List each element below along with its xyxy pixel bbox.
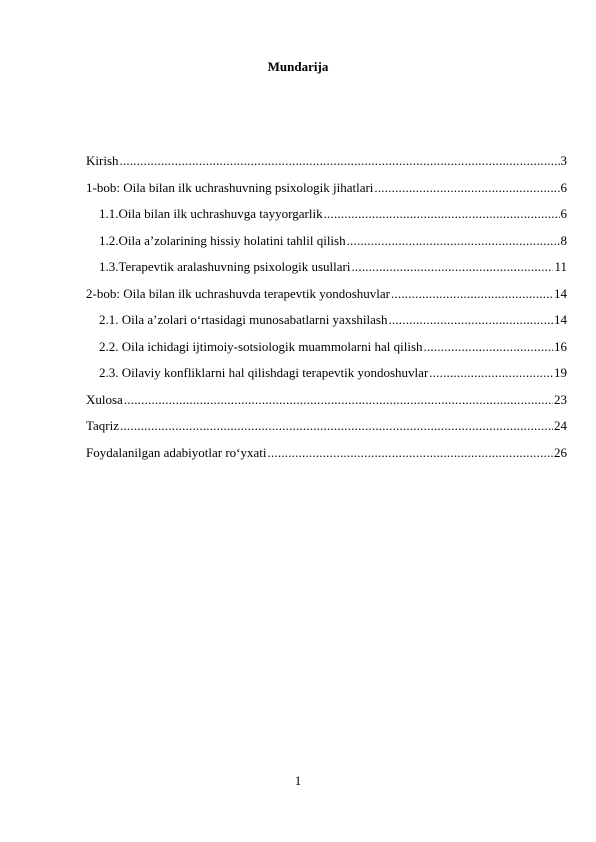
- toc-entry-page: 6: [560, 206, 567, 221]
- toc-entry-page: 24: [554, 418, 567, 433]
- page-number: 1: [294, 773, 302, 788]
- toc-entry-number: 1.3.: [99, 259, 119, 274]
- toc-entry-number: 1.2.: [99, 232, 119, 248]
- toc-entry: [86, 338, 567, 365]
- toc-entry-label: Oila a’zolarining hissiy holatini tahlil qilish: [118, 232, 346, 248]
- toc-leader-dots: [120, 152, 560, 170]
- toc-entry-page: 19: [554, 365, 567, 380]
- toc-leader-dots: [391, 285, 553, 303]
- toc-entry-label: 2.1. Oila a’zolari oʻrtasidagi munosabatlarni yaxshilash: [99, 312, 388, 327]
- toc-entry: [86, 258, 567, 285]
- toc-entry-page: 3: [560, 153, 567, 168]
- toc-entry-page: 16: [554, 338, 567, 354]
- toc-leader-dots: [347, 232, 560, 250]
- toc-leader-dots: [268, 444, 553, 462]
- toc-entry: [86, 364, 567, 391]
- table-of-contents: [86, 152, 567, 470]
- toc-leader-dots: [374, 179, 559, 197]
- toc-entry-page: 6: [560, 179, 567, 195]
- toc-entry-page: 14: [554, 285, 567, 301]
- toc-entry-label: Kirish: [86, 153, 119, 168]
- page-title: Mundarija: [267, 59, 329, 74]
- toc-leader-dots: [324, 205, 560, 223]
- toc-entry-label: 1-bob: Oila bilan ilk uchrashuvning psixologik jihatlari: [86, 179, 374, 195]
- toc-entry-label: Foydalanilgan adabiyotlar roʻyxati: [86, 444, 267, 460]
- toc-entry-page: 26: [554, 444, 567, 460]
- toc-entry: [86, 152, 567, 179]
- toc-leader-dots: [424, 338, 553, 356]
- toc-entry-label: Oila bilan ilk uchrashuvga tayyorgarlik: [118, 206, 323, 221]
- toc-entry-label: Taqriz: [86, 418, 120, 433]
- toc-entry: [86, 417, 567, 444]
- toc-leader-dots: [124, 391, 553, 409]
- toc-entry-label: 2.3. Oilaviy konfliklarni hal qilishdagi terapevtik yondoshuvlar: [99, 365, 429, 380]
- toc-entry-page: 23: [554, 391, 567, 407]
- toc-entry: [86, 232, 567, 259]
- toc-entry-label: 2.2. Oila ichidagi ijtimoiy-sotsiologik muammolarni hal qilish: [99, 338, 423, 354]
- toc-entry: [86, 444, 567, 471]
- toc-entry-page: 8: [560, 232, 567, 248]
- toc-entry: [86, 205, 567, 232]
- toc-entry: [86, 179, 567, 206]
- toc-entry-label: 2-bob: Oila bilan ilk uchrashuvda terapevtik yondoshuvlar: [86, 285, 390, 301]
- toc-entry-number: 1.1.: [99, 206, 119, 221]
- toc-entry: [86, 311, 567, 338]
- toc-leader-dots: [120, 417, 553, 435]
- toc-entry-page: 14: [554, 312, 567, 327]
- toc-leader-dots: [388, 311, 553, 329]
- toc-entry-label: Terapevtik aralashuvning psixologik usullari: [118, 259, 351, 274]
- toc-entry-label: Xulosa: [86, 391, 123, 407]
- toc-entry: [86, 285, 567, 312]
- toc-leader-dots: [429, 364, 553, 382]
- toc-leader-dots: [351, 258, 553, 276]
- toc-entry: [86, 391, 567, 418]
- toc-entry-page: 11: [554, 259, 567, 274]
